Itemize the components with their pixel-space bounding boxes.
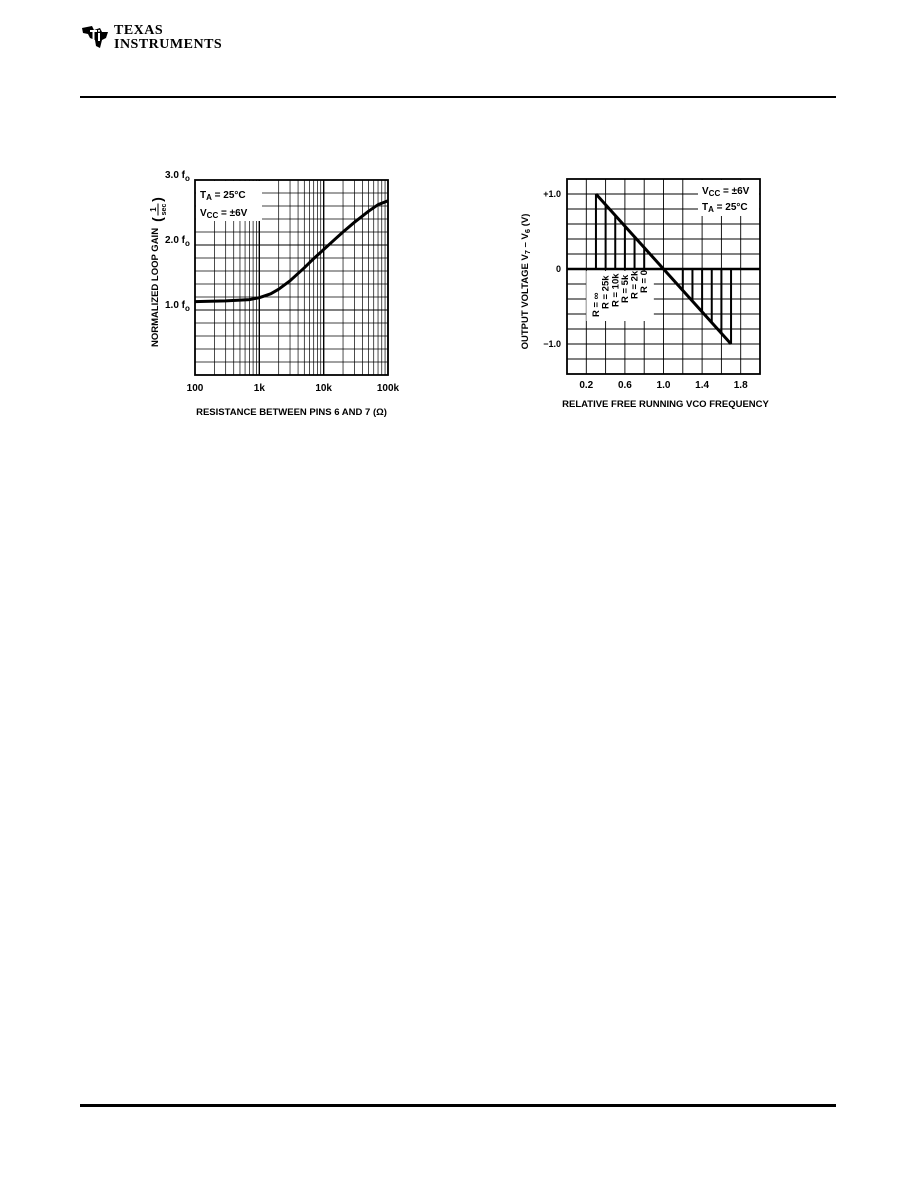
x-tick-label: 0.2 — [579, 380, 594, 391]
x-tick-label: 10k — [315, 383, 333, 394]
x-tick-label: 1k — [253, 383, 265, 394]
y-unit-denominator: sec — [161, 203, 168, 216]
r-label: R = 10k — [610, 273, 622, 307]
loop-gain-chart — [150, 168, 410, 430]
annotation-ta: $T_A = 25^\circ C$ — [702, 202, 748, 214]
x-axis-label: RELATIVE FREE RUNNING VCO FREQUENCY — [562, 399, 769, 410]
r-label: R = 0 — [639, 270, 651, 293]
page-header — [0, 0, 918, 100]
r-label: R = 5k — [619, 274, 631, 303]
r-label: R = ∞ — [590, 292, 602, 317]
y-tick-label: 1.0 $f_o$ — [165, 300, 190, 313]
y-tick-label: 2.0 $f_o$ — [165, 235, 190, 248]
y-axis-label: NORMALIZED LOOP GAIN — [150, 227, 161, 348]
logo-text-texas: TEXAS — [114, 23, 164, 38]
r-label: R = 25k — [600, 275, 612, 309]
y-unit-numerator: 1 — [149, 207, 158, 212]
r-label: R = 2k — [629, 270, 641, 299]
x-tick-label: 1.4 — [695, 380, 710, 391]
annotation-vcc: $V_{CC} = \pm 6V$ — [702, 186, 750, 198]
ti-logo — [80, 24, 222, 52]
footer-rule — [80, 1104, 836, 1107]
y-tick-label: −1.0 — [543, 339, 561, 349]
y-axis-label: OUTPUT VOLTAGE $V_7 - V_6$ (V) — [520, 213, 532, 350]
x-tick-label: 0.6 — [617, 380, 632, 391]
y-tick-label: +1.0 — [543, 189, 561, 199]
header-rule — [80, 96, 836, 98]
y-tick-label: 3.0 $f_o$ — [165, 170, 190, 183]
x-tick-label: 1.8 — [733, 380, 748, 391]
y-axis-label-group — [149, 197, 168, 347]
x-tick-label: 100 — [186, 383, 204, 394]
x-tick-label: 100k — [376, 383, 400, 394]
x-axis-label: RESISTANCE BETWEEN PINS 6 AND 7 (Ω) — [196, 407, 387, 418]
vco-output-chart — [508, 168, 798, 430]
y-tick-label: 0 — [555, 264, 561, 274]
x-tick-label: 1.0 — [656, 380, 671, 391]
logo-text-instruments: INSTRUMENTS — [114, 37, 223, 52]
annotation-vcc: $V_{CC} = \pm 6V$ — [200, 208, 248, 220]
y-unit-paren-left: ( — [149, 217, 165, 222]
ti-logo-icon — [80, 24, 110, 50]
annotation-ta: $T_A = 25^\circ C$ — [200, 190, 246, 202]
y-unit-paren-right: ) — [149, 197, 165, 202]
